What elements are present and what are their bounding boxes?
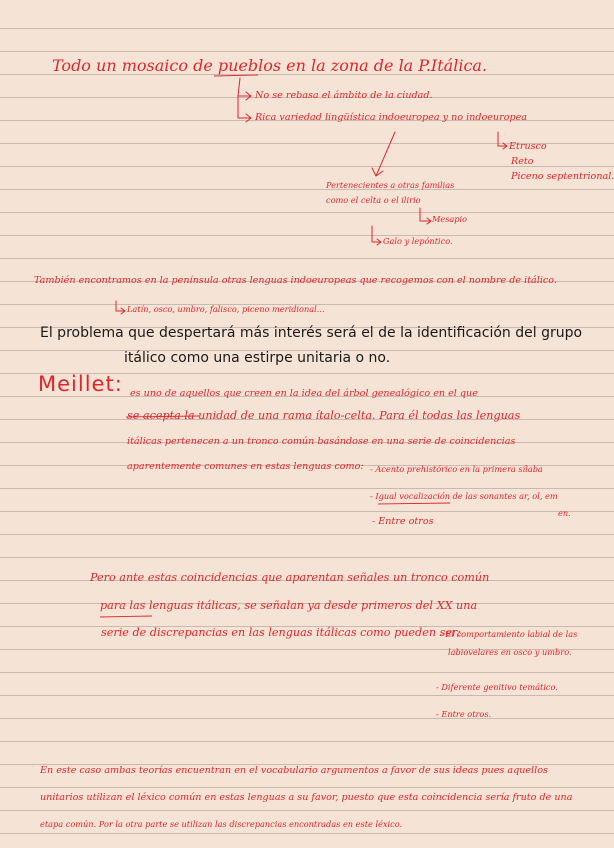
key-statement: itálico como una estirpe unitaria o no. [124, 350, 391, 366]
note-point: No se rebasa el ámbito de la ciudad. [255, 90, 433, 101]
paragraph-line: itálicas pertenecen a un tronco común basándose en una serie de coincidencias [127, 436, 516, 447]
paragraph-line: unitarios utilizan el léxico común en estas lenguas a su favor, puesto que esta coincidencia sería fruto de una [40, 792, 573, 803]
paragraph-line: es uno de aquellos que creen en la idea del árbol genealógico en el que [130, 388, 478, 399]
list-item: en. [558, 508, 571, 518]
note-item: Latín, osco, umbro, falisco, piceno meridional... [127, 304, 325, 314]
note-item: Etrusco [509, 141, 547, 152]
list-item: - Entre otros [372, 516, 434, 527]
paragraph-line: También encontramos en la península otras lenguas indoeuropeas que recogemos con el nombre de itálico. [34, 275, 557, 286]
arrow-icon [116, 301, 125, 314]
arrow-icon [238, 96, 251, 122]
paragraph-line: para las lenguas itálicas, se señalan ya desde primeros del XX una [100, 599, 478, 612]
key-statement: El problema que despertará más interés será el de la identificación del grupo [40, 325, 583, 341]
note-item: Reto [511, 156, 534, 167]
note-item: Galo y lepóntico. [383, 236, 453, 246]
note-point: Rica variedad lingüística indoeuropea y no indoeuropea [255, 112, 528, 123]
underline [378, 503, 450, 504]
note-point: como el celta o el ilirio [326, 195, 421, 205]
paragraph-line: En este caso ambas teorías encuentran en el vocabulario argumentos a favor de sus ideas pues aquellos [40, 765, 548, 776]
author-name: Meillet: [38, 372, 123, 396]
arrow-icon [372, 132, 395, 176]
paragraph-line: se acepta la unidad de una rama ítalo-celta. Para él todas las lenguas [127, 409, 521, 422]
list-item: - Diferente genitivo temático. [436, 682, 558, 692]
arrow-icon [372, 226, 381, 245]
list-item: labiovelares en osco y umbro. [448, 647, 572, 657]
arrow-icon [238, 78, 251, 100]
arrow-icon [420, 208, 431, 224]
arrow-icon [498, 132, 507, 149]
paragraph-line: aparentemente comunes en estas lenguas como: [127, 461, 364, 472]
list-item: - Entre otros. [436, 709, 492, 719]
section-title: Todo un mosaico de pueblos en la zona de la P.Itálica. [52, 56, 488, 75]
list-item: - Igual vocalización de las sonantes ar, ol, em [370, 491, 558, 501]
note-item: Piceno septentrional. [511, 171, 614, 182]
paragraph-line: etapa común. Por la otra parte se utilizan las discrepancias encontradas en este léxico. [40, 819, 403, 829]
note-point: Pertenecientes a otras familias [326, 180, 455, 190]
underline [214, 75, 258, 76]
list-item: - Acento prehistórico en la primera sílaba [370, 464, 543, 474]
note-item: Mesapio [432, 214, 468, 224]
paragraph-line: Pero ante estas coincidencias que aparentan señales un tronco común [90, 571, 490, 584]
paragraph-line: serie de discrepancias en las lenguas itálicas como pueden ser: [101, 626, 462, 639]
underline [100, 616, 152, 617]
list-item: - El comportamiento labial de las [440, 629, 578, 639]
